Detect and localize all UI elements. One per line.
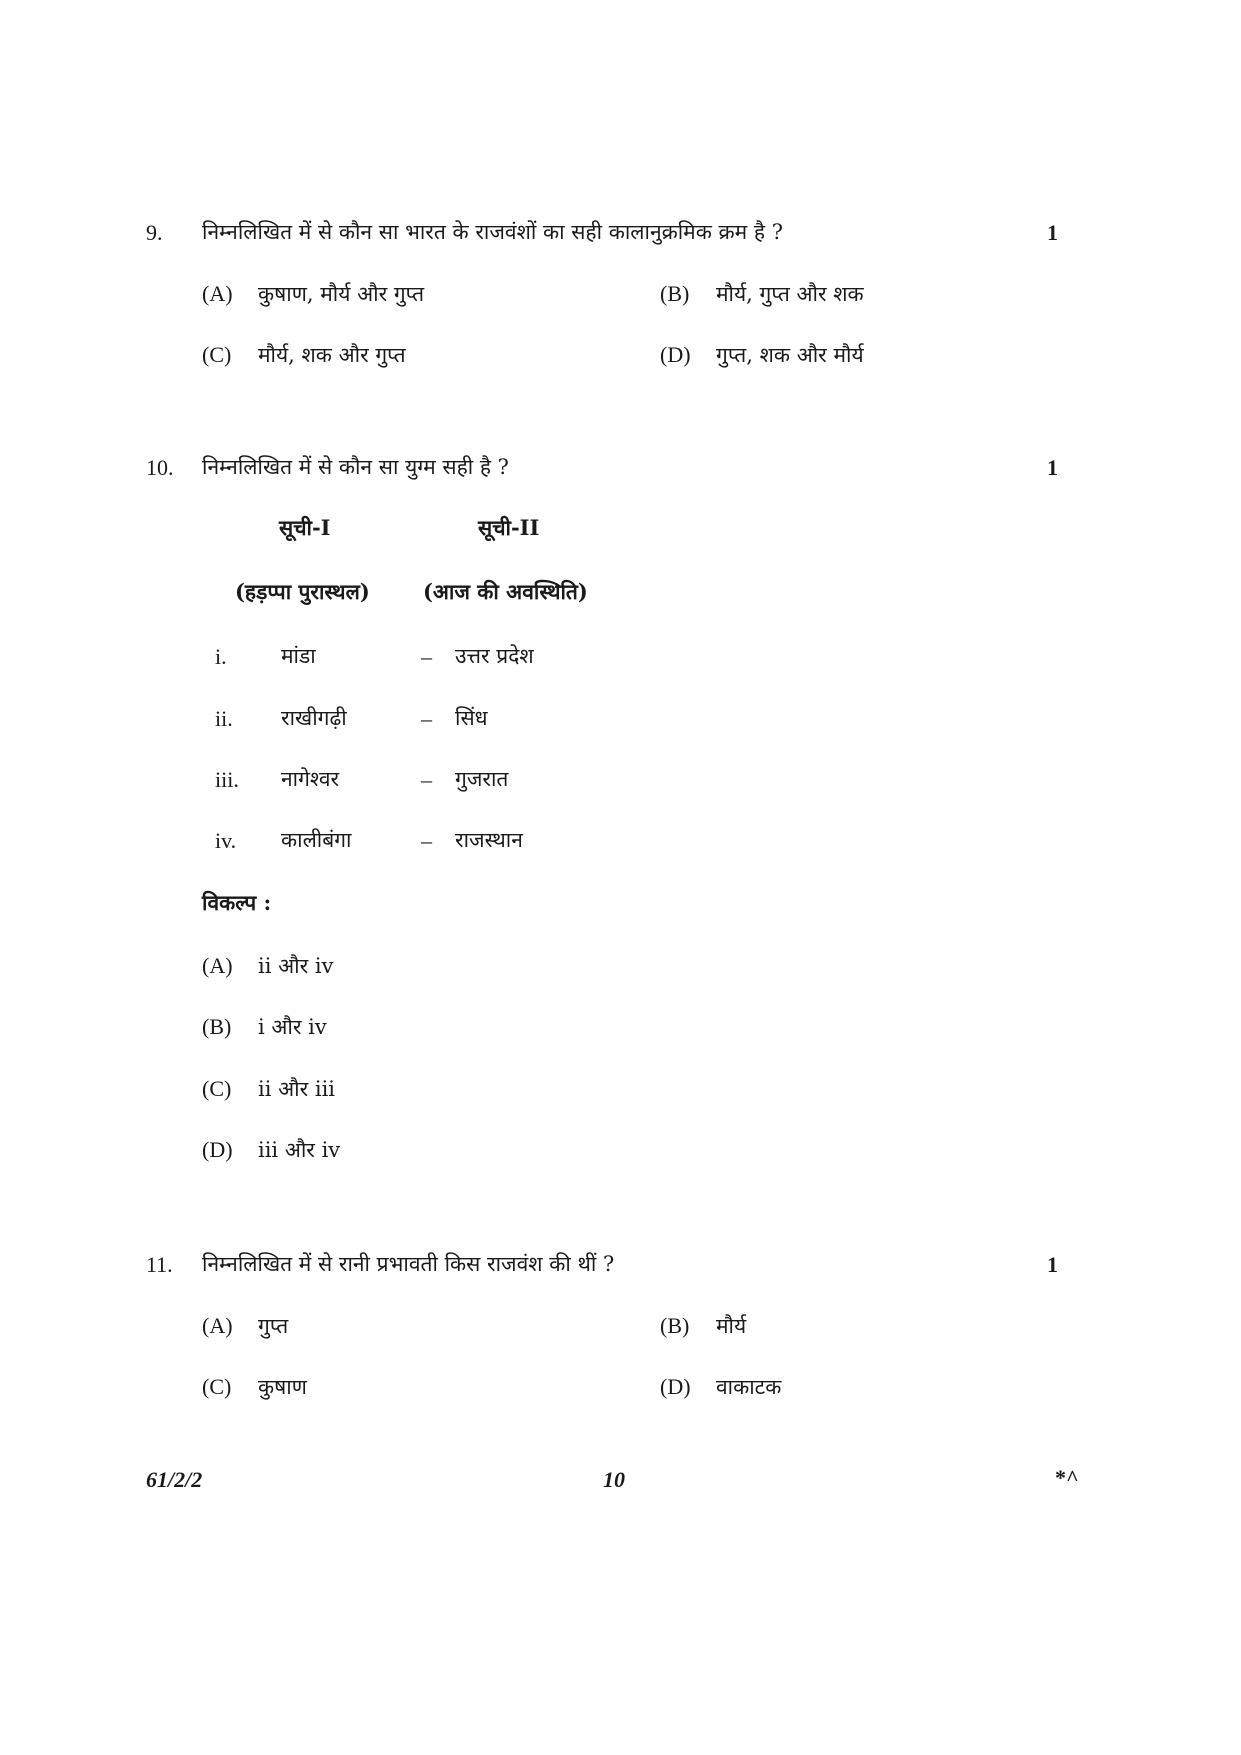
page-number: 10 xyxy=(603,1467,625,1492)
option-a xyxy=(202,1312,288,1340)
option-text: मौर्य, शक और गुप्त xyxy=(258,343,406,367)
question-marks: 1 xyxy=(1047,220,1058,245)
question-number: 9. xyxy=(146,220,163,245)
option-text: मौर्य xyxy=(716,1314,747,1338)
match-row-roman: iii. xyxy=(215,767,239,792)
list2-subtitle: (आज की अवस्थिति) xyxy=(423,579,588,604)
question-marks: 1 xyxy=(1047,455,1058,480)
option-text: कुषाण xyxy=(258,1375,307,1399)
match-row-site: कालीबंगा xyxy=(281,828,352,852)
option-text: ii और iv xyxy=(258,954,334,978)
match-row-location: सिंध xyxy=(455,706,488,730)
option-label: (A) xyxy=(202,1313,233,1338)
option-text: गुप्त xyxy=(258,1314,289,1338)
list2-title: सूची-II xyxy=(478,515,540,540)
match-row-site: नागेश्वर xyxy=(281,767,340,791)
question-marks: 1 xyxy=(1047,1252,1058,1277)
option-a xyxy=(202,952,333,980)
match-row-roman: iv. xyxy=(215,828,237,853)
match-row-location: राजस्थान xyxy=(455,828,523,852)
option-label: (C) xyxy=(202,342,232,367)
match-row-site: मांडा xyxy=(281,644,316,668)
option-label: (A) xyxy=(202,281,233,306)
option-label: (B) xyxy=(660,281,690,306)
question-number: 11. xyxy=(146,1252,173,1277)
option-b xyxy=(660,280,864,308)
question-number: 10. xyxy=(146,455,174,480)
match-row-dash: – xyxy=(421,767,432,792)
match-row-location: गुजरात xyxy=(455,767,509,791)
option-c xyxy=(202,1075,335,1103)
match-row-location: उत्तर प्रदेश xyxy=(455,644,534,668)
footer-symbol: *^ xyxy=(1055,1465,1079,1490)
list1-subtitle: (हड़प्पा पुरास्थल) xyxy=(235,579,370,604)
option-b xyxy=(660,1312,746,1340)
match-row-dash: – xyxy=(421,828,432,853)
match-row-site: राखीगढ़ी xyxy=(281,706,347,730)
option-label: (B) xyxy=(202,1014,232,1039)
option-label: (B) xyxy=(660,1313,690,1338)
option-text: कुषाण, मौर्य और गुप्त xyxy=(258,282,425,306)
option-label: (A) xyxy=(202,953,233,978)
option-label: (D) xyxy=(660,1374,691,1399)
question-text: निम्नलिखित में से कौन सा भारत के राजवंशों का सही कालानुक्रमिक क्रम है ? xyxy=(202,220,783,244)
list1-title: सूची-I xyxy=(279,515,331,540)
option-b xyxy=(202,1013,327,1041)
option-label: (D) xyxy=(202,1137,233,1162)
option-text: i और iv xyxy=(258,1015,327,1039)
options-heading: विकल्प : xyxy=(202,890,272,915)
match-row-roman: ii. xyxy=(215,706,233,731)
option-label: (C) xyxy=(202,1076,232,1101)
option-label: (C) xyxy=(202,1374,232,1399)
option-text: वाकाटक xyxy=(716,1375,782,1399)
option-c xyxy=(202,1373,307,1401)
option-d xyxy=(202,1136,340,1164)
option-text: iii और iv xyxy=(258,1138,341,1162)
option-text: गुप्त, शक और मौर्य xyxy=(716,343,864,367)
question-text: निम्नलिखित में से कौन सा युग्म सही है ? xyxy=(202,455,509,479)
option-label: (D) xyxy=(660,342,691,367)
option-text: ii और iii xyxy=(258,1077,336,1101)
match-row-dash: – xyxy=(421,644,432,669)
option-text: मौर्य, गुप्त और शक xyxy=(716,282,864,306)
option-d xyxy=(660,341,864,369)
option-c xyxy=(202,341,406,369)
match-row-roman: i. xyxy=(215,644,227,669)
option-a xyxy=(202,280,424,308)
match-row-dash: – xyxy=(421,706,432,731)
option-d xyxy=(660,1373,781,1401)
paper-code: 61/2/2 xyxy=(146,1467,203,1492)
question-text: निम्नलिखित में से रानी प्रभावती किस राजवंश की थीं ? xyxy=(202,1252,615,1276)
